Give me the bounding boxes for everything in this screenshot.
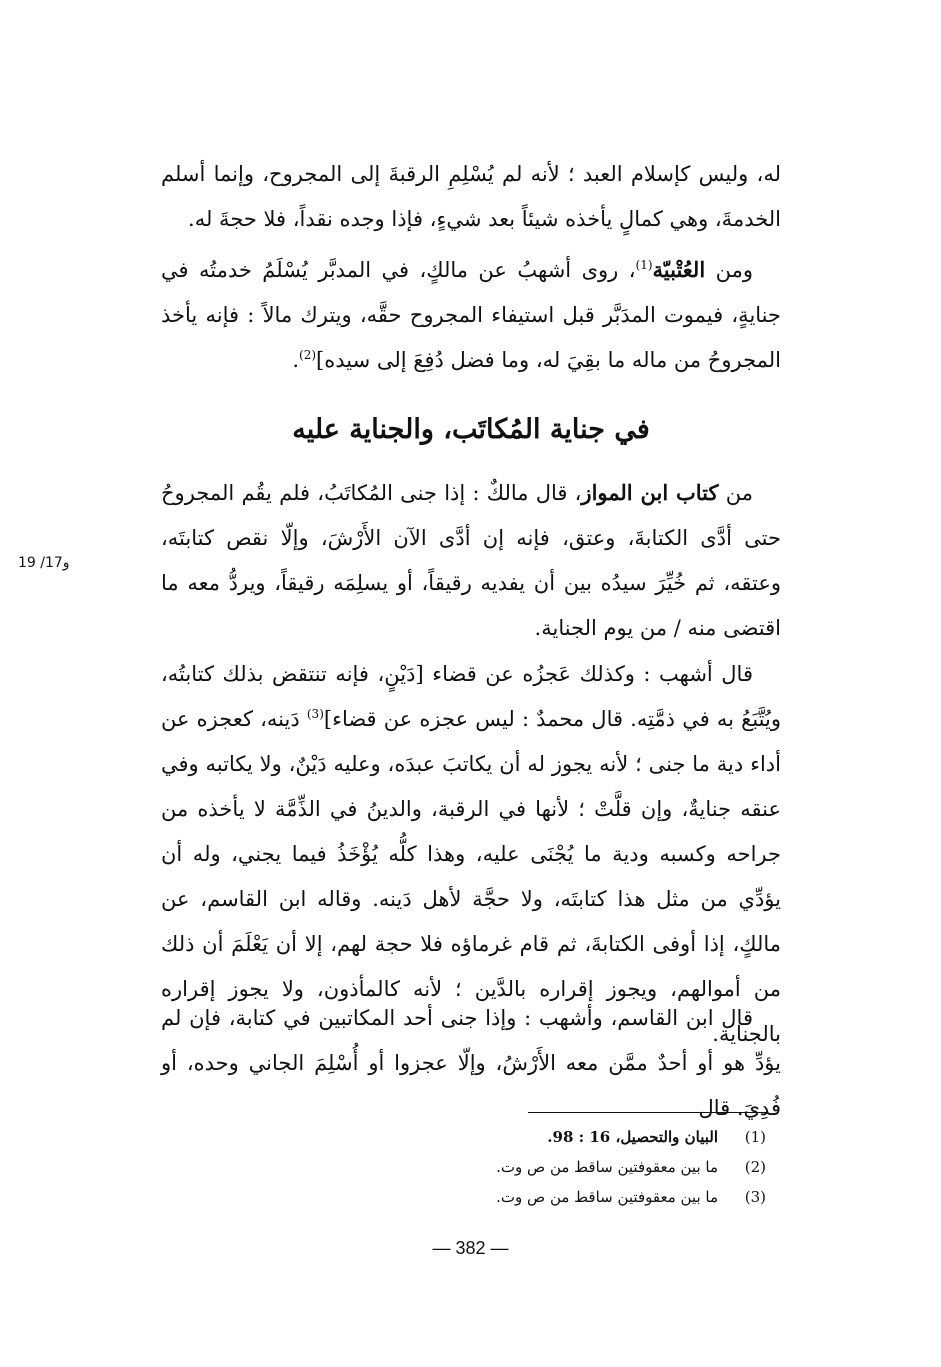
source-title-utbiyya: العُتْبيّة — [652, 257, 706, 282]
page-number: — 382 — — [432, 1238, 509, 1258]
footnote-mark-2: (2) — [299, 348, 317, 362]
footnote-number: (1) — [744, 1128, 766, 1146]
paragraph-4-rest: دَينه، كعجزه عن أداء دية ما جنى ؛ لأنه يجوز له أن يكاتبَ عبدَه، وعليه دَيْنٌ، ولا يكاتبه وفي عنقه جنايةٌ، وإن قلَّتْ ؛ لأنها في الرقبة، والدينُ في الذِّمَّة لا يأخذه من جراحه وكسبه ودية ما يُجْنَى عليه، وهذا كلُّه يُؤْخَذُ فيما يجني، وله أن يؤدِّي من مثل هذا كتابتَه، ولا حجَّة لأهل دَينه. وقاله ابن القاسم، عن مالكٍ، إذا أوفى الكتابةَ، ثم قام غرماؤه فلا حجة لهم، إلا أن يَعْلَمَ أن ذلك من أموالهم، ويجوز إقراره بالدَّين ؛ لأنه كالمأذون، ولا يجوز إقراره بالجناية. — [161, 707, 781, 1046]
paragraph-2-prefix: ومن — [705, 258, 753, 282]
footnote-number: (2) — [744, 1158, 766, 1176]
paragraph-2 — [161, 247, 781, 383]
footnote-row — [346, 1182, 766, 1212]
footnote-mark-1: (1) — [635, 258, 653, 272]
manuscript-folio-note: 19 /17و — [18, 555, 70, 571]
paragraph-1 — [161, 152, 781, 242]
footnote-number: (3) — [744, 1188, 766, 1206]
footnote-row — [346, 1122, 766, 1152]
source-title-ibn-mawaz: كتاب ابن المواز — [581, 480, 719, 505]
footnotes — [346, 1122, 766, 1212]
paragraph-3-prefix: من — [718, 481, 753, 505]
footnote-text: البيان والتحصيل، 16 : 98. — [547, 1128, 718, 1146]
paragraph-5-text: قال ابن القاسم، وأشهب : وإذا جنى أحد المكاتبين في كتابة، فإن لم يؤدِّ هو أو أحدٌ ممَّن معه الأَرْشُ، وإلّا عجزوا أو أُسْلِمَ الجاني وحده، أو فُدِيَ. قال — [161, 1006, 781, 1120]
section-heading: في جناية المُكاتَب، والجناية عليه — [292, 414, 650, 445]
footnote-divider — [528, 1112, 766, 1113]
paragraph-5 — [161, 996, 781, 1131]
paragraph-3-text: ، قال مالكٌ : إذا جنى المُكاتَبُ، فلم يقُم المجروحُ حتى أدَّى الكتابةَ، وعتق، فإنه إن أدَّى الآن الأَرْشَ، وإلّا نقص كتابتَه، وعتقه، ثم خُيِّرَ سيدُه بين أن يفديه رقيقاً، أو يسلِمَه رقيقاً، ويردُّ معه ما اقتضى منه / من يوم الجناية. — [161, 481, 781, 640]
paragraph-4-text: قال أشهب : وكذلك عَجزُه عن قضاء [دَيْنٍ، فإنه تنتقض بذلك كتابتُه، ويُتَّبَعُ به في ذمَّتِه. قال محمدٌ : ليس عجزه عن قضاء] — [161, 662, 782, 731]
footnote-mark-3: (3) — [306, 707, 324, 721]
footnote-row — [346, 1152, 766, 1182]
paragraph-3 — [161, 470, 781, 651]
footnote-text: ما بين معقوفتين ساقط من ص وت. — [496, 1188, 718, 1206]
paragraph-2-text: ، روى أشهبُ عن مالكٍ، في المدبَّر يُسْلَمُ خدمتُه في جنايةٍ، فيموت المدَبَّر قبل استيفاء المجروح حقَّه، ويترك مالاً : فإنه يأخذ المجروحُ من ماله ما بقِيَ له، وما فضل دُفِعَ إلى سيده] — [161, 258, 781, 372]
paragraph-1-text: له، وليس كإسلام العبد ؛ لأنه لم يُسْلِمِ الرقبةَ إلى المجروح، وإنما أسلم الخدمةَ، وهي كمالٍ يأخذه شيئاً بعد شيءٍ، فإذا وجده نقداً، فلا حجةَ له. — [161, 162, 781, 231]
paragraph-2-end: . — [292, 348, 300, 372]
footnote-text: ما بين معقوفتين ساقط من ص وت. — [496, 1158, 718, 1176]
